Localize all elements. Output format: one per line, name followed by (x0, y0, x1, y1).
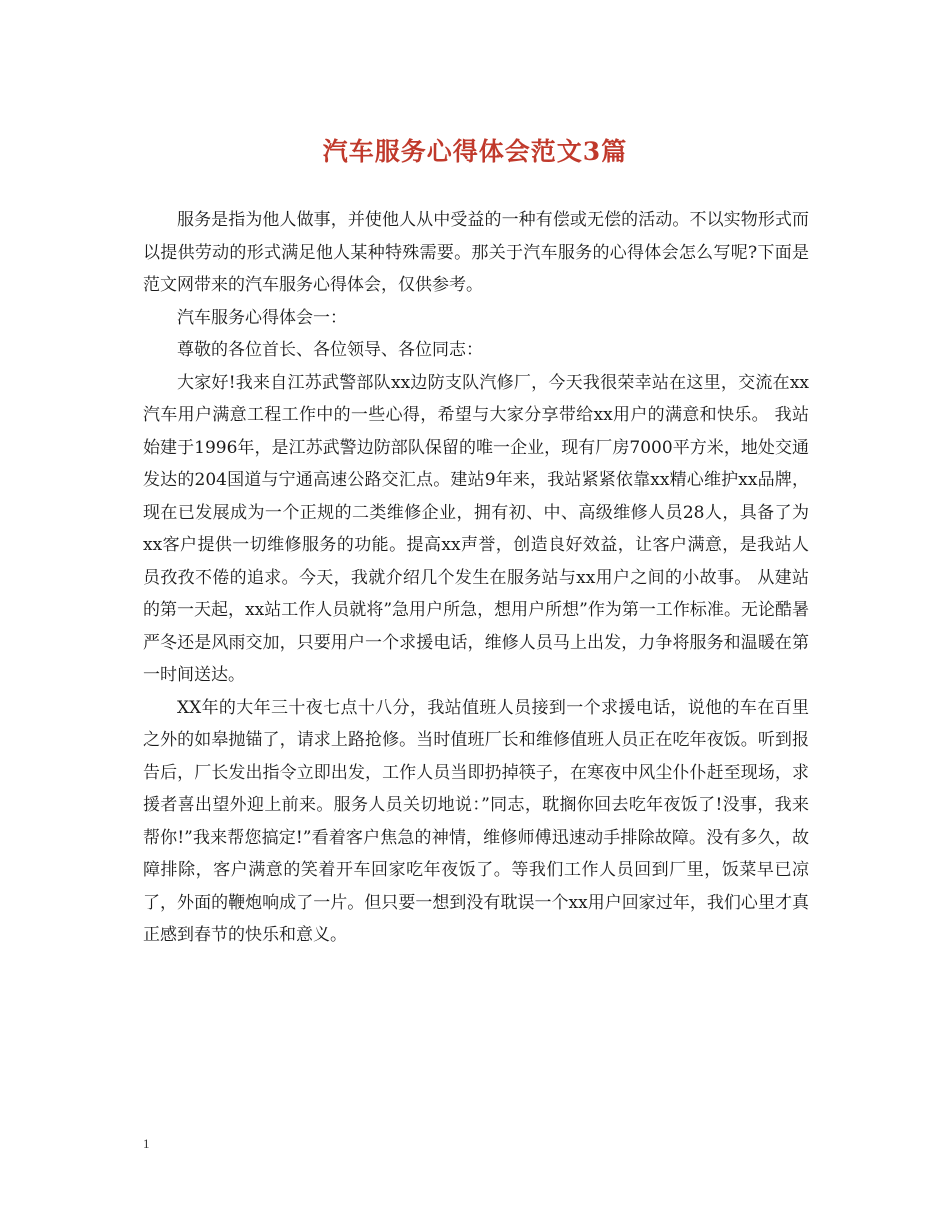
document-body (143, 204, 809, 952)
salutation: 尊敬的各位首长、各位领导、各位同志： (177, 340, 483, 360)
page-number: 1 (143, 1136, 150, 1151)
document-title: 汽车服务心得体会范文3篇 (322, 137, 628, 166)
section-heading: 汽车服务心得体会一： (177, 307, 347, 328)
intro-paragraph: 服务是指为他人做事，并使他人从中受益的一种有偿或无偿的活动。不以实物形式而以提供劳动的形式满足他人某种特殊需要。那关于汽车服务的心得体会怎么写呢?下面是范文网带来的汽车服务心得体会，仅供参考。 (143, 210, 809, 295)
body-paragraph: 大家好!我来自江苏武警部队xx边防支队汽修厂，今天我很荣幸站在这里，交流在xx汽车用户满意工程工作中的一些心得，希望与大家分享带给xx用户的满意和快乐。 我站始建于1996年，是江苏武警边防部队保留的唯一企业，现有厂房7000平方米，地处交通发达的204国道与宁通高速公路交汇点。建站9年来，我站紧紧依靠xx精心维护xx品牌，现在已发展成为一个正规的二类维修企业，拥有初、中、高级维修人员28人，具备了为xx客户提供一切维修服务的功能。提高xx声誉，创造良好效益，让客户满意，是我站人员孜孜不倦的追求。今天，我就介绍几个发生在服务站与xx用户之间的小故事。 从建站的第一天起，xx站工作人员就将”急用户所急，想用户所想”作为第一工作标准。无论酷暑严冬还是风雨交加，只要用户一个求援电话，维修人员马上出发，力争将服务和温暖在第一时间送达。 (143, 372, 809, 685)
body-paragraph: XX年的大年三十夜七点十八分，我站值班人员接到一个求援电话，说他的车在百里之外的如皋抛锚了，请求上路抢修。当时值班厂长和维修值班人员正在吃年夜饭。听到报告后，厂长发出指令立即出发，工作人员当即扔掉筷子，在寒夜中风尘仆仆赶至现场，求援者喜出望外迎上前来。服务人员关切地说：”同志，耽搁你回去吃年夜饭了!没事，我来帮你!”我来帮您搞定!”看着客户焦急的神情，维修师傅迅速动手排除故障。没有多久，故障排除，客户满意的笑着开车回家吃年夜饭了。等我们工作人员回到厂里，饭菜早已凉了，外面的鞭炮响成了一片。但只要一想到没有耽误一个xx用户回家过年，我们心里才真正感到春节的快乐和意义。 (143, 697, 809, 945)
